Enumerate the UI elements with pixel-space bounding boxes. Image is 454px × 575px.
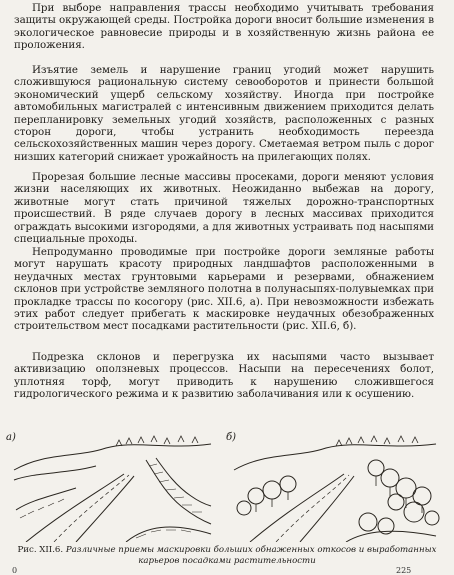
paragraph-1: При выборе направления трассы необходимо учитывать требования защиты окружающей среды. Постройка дороги вносит большие изменения в экологическое равновесие природы и в хозяйственную жизнь района ее проложения.: [14, 2, 434, 52]
figure-a-illustration: [6, 430, 216, 542]
figure-a-exposed-slopes: [6, 430, 216, 550]
caption-body: Различные приемы маскировки больших обнаженных откосов и выработанных карьеров посадками растительности: [65, 545, 437, 566]
figure-a-label: а): [6, 432, 16, 443]
figure-b-plantings: [226, 430, 442, 550]
page-number-left: 0: [12, 566, 18, 575]
figure-caption: [12, 545, 442, 567]
page-number-right: 225: [396, 566, 412, 575]
paragraph-5: Подрезка склонов и перегрузка их насыпями часто вызывает активизацию оползневых процессов. Насыпи на пересечениях болот, уплотняя торф, могут приводить к нарушению сложившегося гидрологического режима и к развитию заболачивания или к осушению.: [14, 351, 434, 401]
paragraph-3: Прорезая большие лесные массивы просеками, дороги меняют условия жизни населяющих их животных. Неожиданно выбежав на дорогу, животные могут стать причиной тяжелых дорожно-транспортных происшествий. В ряде случаев дорогу в лесных массивах приходится ограждать высокими изгородями, а для животных устраивать под насыпями специальные проходы.: [14, 171, 434, 246]
caption-lead: Рис. XII.6.: [17, 545, 64, 555]
paragraph-4: Непродуманно проводимые при постройке дороги земляные работы могут нарушать красоту природных ландшафтов расположенными в неудачных местах грунтовыми карьерами и резервами, обнажением склонов при устройстве земляного полотна в полунасыпях-полувыемках при прокладке трассы по косогору (рис. XII.6, а). При невозможности избежать этих работ следует прибегать к маскировке неудачных обезображенных строительством мест посадками растительности (рис. XII.6, б).: [14, 246, 434, 333]
paragraph-2: Изъятие земель и нарушение границ угодий может нарушить сложившуюся рациональную систему севооборотов и принести большой экономический ущерб сельскому хозяйству. Иногда при постройке автомобильных магистралей с интенсивным движением приходится делать перепланировку земельных угодий хозяйств, расположенных с разных сторон дороги, чтобы устранить необходимость переезда сельскохозяйственных машин через дорогу. Сметаемая ветром пыль с дорог низших категорий снижает урожайность на прилегающих полях.: [14, 64, 434, 163]
figure-b-illustration: [226, 430, 442, 542]
figure-b-label: б): [226, 432, 237, 443]
